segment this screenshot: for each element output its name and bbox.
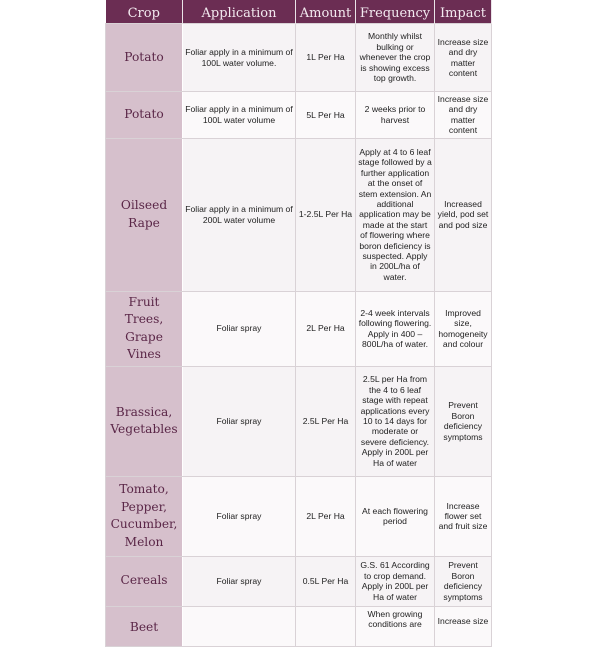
application-table	[105, 0, 491, 647]
application-cell: Foliar spray	[183, 291, 296, 366]
impact-cell: Increase flower set and fruit size	[435, 476, 492, 556]
impact-cell: Prevent Boron deficiency symptoms	[435, 366, 492, 476]
table-row	[106, 24, 492, 92]
impact-cell: Increased yield, pod set and pod size	[435, 138, 492, 291]
header-application: Application	[183, 0, 296, 24]
left-margin	[0, 0, 105, 600]
table-row	[106, 556, 492, 606]
crop-cell: Beet	[106, 606, 183, 646]
crop-cell: Oilseed Rape	[106, 138, 183, 291]
application-cell: Foliar apply in a minimum of 100L water volume	[183, 92, 296, 139]
crop-cell: Potato	[106, 24, 183, 92]
amount-cell: 2L Per Ha	[296, 476, 356, 556]
table-row	[106, 291, 492, 366]
table-row	[106, 92, 492, 139]
header-amount: Amount	[296, 0, 356, 24]
impact-cell: Prevent Boron deficiency symptoms	[435, 556, 492, 606]
amount-cell	[296, 606, 356, 646]
application-cell: Foliar spray	[183, 476, 296, 556]
crop-cell: Cereals	[106, 556, 183, 606]
header-impact: Impact	[435, 0, 492, 24]
application-cell: Foliar spray	[183, 556, 296, 606]
amount-cell: 2L Per Ha	[296, 291, 356, 366]
impact-cell: Improved size, homogeneity and colour	[435, 291, 492, 366]
impact-cell: Increase size and dry matter content	[435, 92, 492, 139]
impact-cell: Increase size and dry matter content	[435, 24, 492, 92]
frequency-cell: Monthly whilst bulking or whenever the crop is showing excess top growth.	[356, 24, 435, 92]
application-cell	[183, 606, 296, 646]
frequency-cell: At each flowering period	[356, 476, 435, 556]
table-row	[106, 366, 492, 476]
crop-cell: Potato	[106, 92, 183, 139]
amount-cell: 1L Per Ha	[296, 24, 356, 92]
amount-cell: 2.5L Per Ha	[296, 366, 356, 476]
impact-cell: Increase size	[435, 606, 492, 646]
crop-cell: Brassica, Vegetables	[106, 366, 183, 476]
application-cell: Foliar apply in a minimum of 100L water volume.	[183, 24, 296, 92]
header-row	[106, 0, 492, 24]
application-cell: Foliar spray	[183, 366, 296, 476]
crop-cell: Tomato, Pepper, Cucumber, Melon	[106, 476, 183, 556]
frequency-cell: When growing conditions are	[356, 606, 435, 646]
frequency-cell: G.S. 61 According to crop demand. Apply in 200L per Ha of water	[356, 556, 435, 606]
table-row	[106, 138, 492, 291]
frequency-cell: 2-4 week intervals following flowering. Apply in 400 – 800L/ha of water.	[356, 291, 435, 366]
table-row	[106, 606, 492, 646]
header-crop: Crop	[106, 0, 183, 24]
frequency-cell: 2 weeks prior to harvest	[356, 92, 435, 139]
amount-cell: 5L Per Ha	[296, 92, 356, 139]
table-row	[106, 476, 492, 556]
crop-cell: Fruit Trees, Grape Vines	[106, 291, 183, 366]
amount-cell: 1-2.5L Per Ha	[296, 138, 356, 291]
frequency-cell: 2.5L per Ha from the 4 to 6 leaf stage with repeat applications every 10 to 14 days for moderate or severe deficiency. Apply in 200L per Ha of water	[356, 366, 435, 476]
application-cell: Foliar apply in a minimum of 200L water volume	[183, 138, 296, 291]
header-frequency: Frequency	[356, 0, 435, 24]
amount-cell: 0.5L Per Ha	[296, 556, 356, 606]
frequency-cell: Apply at 4 to 6 leaf stage followed by a further application at the onset of stem extension. An additional application may be made at the start of flowering where boron deficiency is suspected. Apply in 200L/ha of water.	[356, 138, 435, 291]
